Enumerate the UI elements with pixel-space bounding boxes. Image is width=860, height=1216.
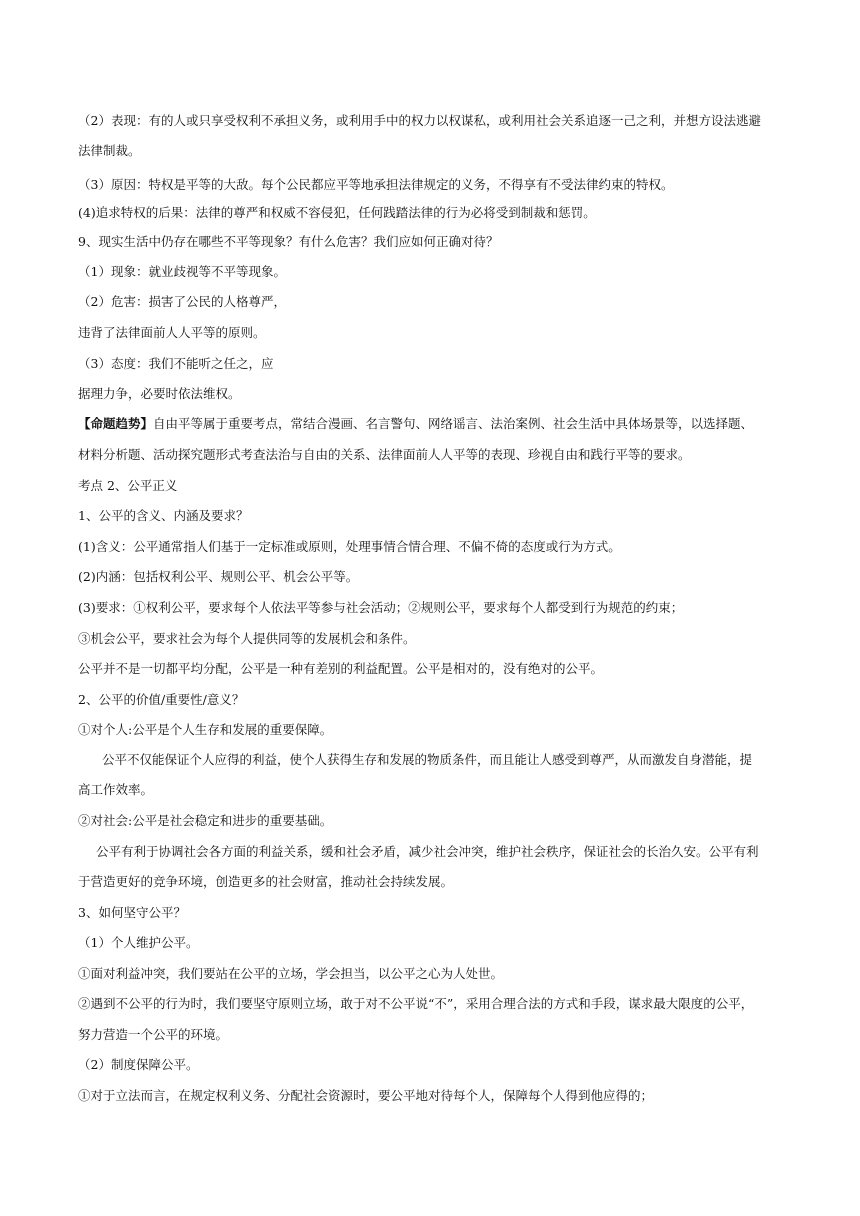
trend-label: 【命题趋势】 bbox=[78, 416, 154, 431]
text-line: （3）原因：特权是平等的大敌。每个公民都应平等地承担法律规定的义务，不得享有不受法律约束的特权。 bbox=[78, 177, 674, 192]
text-line: (1)含义：公平通常指人们基于一定标准或原则，处理事情合情合理、不偏不倚的态度或行为方式。 bbox=[78, 539, 621, 554]
question-heading: 9、现实生活中仍存在哪些不平等现象？有什么危害？我们应如何正确对待？ bbox=[78, 234, 499, 249]
text-line: (3)要求：①权利公平，要求每个人依法平等参与社会活动；②规则公平，要求每个人都受到行为规范的约束； bbox=[78, 600, 684, 615]
text-line: 高工作效率。 bbox=[78, 782, 154, 797]
text-line: 据理力争，必要时依法维权。 bbox=[78, 386, 241, 401]
text-line: (4)追求特权的后果：法律的尊严和权威不容侵犯，任何践踏法律的行为必将受到制裁和惩罚。 bbox=[78, 205, 596, 220]
text-line: （3）态度：我们不能听之任之，应 bbox=[78, 356, 274, 371]
question-heading: 3、如何坚守公平？ bbox=[78, 905, 186, 920]
text-line: ②对社会:公平是社会稳定和进步的重要基础。 bbox=[78, 813, 333, 828]
text-line: （1）个人维护公平。 bbox=[78, 935, 199, 950]
text-line: 公平有利于协调社会各方面的利益关系，缓和社会矛盾，减少社会冲突，维护社会秩序，保证社会的长治久安。公平有利 bbox=[96, 844, 759, 859]
text-line: 违背了法律面前人人平等的原则。 bbox=[78, 325, 266, 340]
trend-paragraph bbox=[78, 416, 753, 432]
text-line: 材料分析题、活动探究题形式考查法治与自由的关系、法律面前人人平等的表现、珍视自由和践行平等的要求。 bbox=[78, 447, 691, 462]
question-heading: 1、公平的含义、内涵及要求？ bbox=[78, 508, 249, 523]
trend-text: 自由平等属于重要考点，常结合漫画、名言警句、网络谣言、法治案例、社会生活中具体场景等，以选择题、 bbox=[153, 416, 754, 431]
text-line: 法律制裁。 bbox=[78, 143, 141, 158]
text-line: ②遇到不公平的行为时，我们要坚守原则立场，敢于对不公平说“不”，采用合理合法的方式和手段，谋求最大限度的公平， bbox=[78, 996, 754, 1011]
text-line: （2）危害：损害了公民的人格尊严， bbox=[78, 294, 286, 309]
text-line: （2）表现：有的人或只享受权利不承担义务，或利用手中的权力以权谋私，或利用社会关系追逐一己之利，并想方设法逃避 bbox=[78, 113, 761, 128]
question-heading: 2、公平的价值/重要性/意义？ bbox=[78, 692, 245, 707]
text-line: 公平并不是一切都平均分配，公平是一种有差别的利益配置。公平是相对的，没有绝对的公平。 bbox=[78, 661, 604, 676]
text-line: 于营造更好的竞争环境，创造更多的社会财富，推动社会持续发展。 bbox=[78, 874, 454, 889]
text-line: 公平不仅能保证个人应得的利益，使个人获得生存和发展的物质条件，而且能让人感受到尊严，从而激发自身潜能，提 bbox=[102, 752, 753, 767]
text-line: （1）现象：就业歧视等不平等现象。 bbox=[78, 264, 286, 279]
text-line: 努力营造一个公平的环境。 bbox=[78, 1027, 229, 1042]
text-line: ③机会公平，要求社会为每个人提供同等的发展机会和条件。 bbox=[78, 631, 416, 646]
text-line: ①面对利益冲突，我们要站在公平的立场，学会担当，以公平之心为人处世。 bbox=[78, 966, 504, 981]
text-line: （2）制度保障公平。 bbox=[78, 1057, 199, 1072]
text-line: ①对于立法而言，在规定权利义务、分配社会资源时，要公平地对待每个人，保障每个人得到他应得的； bbox=[78, 1088, 654, 1103]
text-line: ①对个人:公平是个人生存和发展的重要保障。 bbox=[78, 722, 333, 737]
section-heading: 考点 2、公平正义 bbox=[78, 478, 178, 493]
text-line: (2)内涵：包括权利公平、规则公平、机会公平等。 bbox=[78, 569, 359, 584]
